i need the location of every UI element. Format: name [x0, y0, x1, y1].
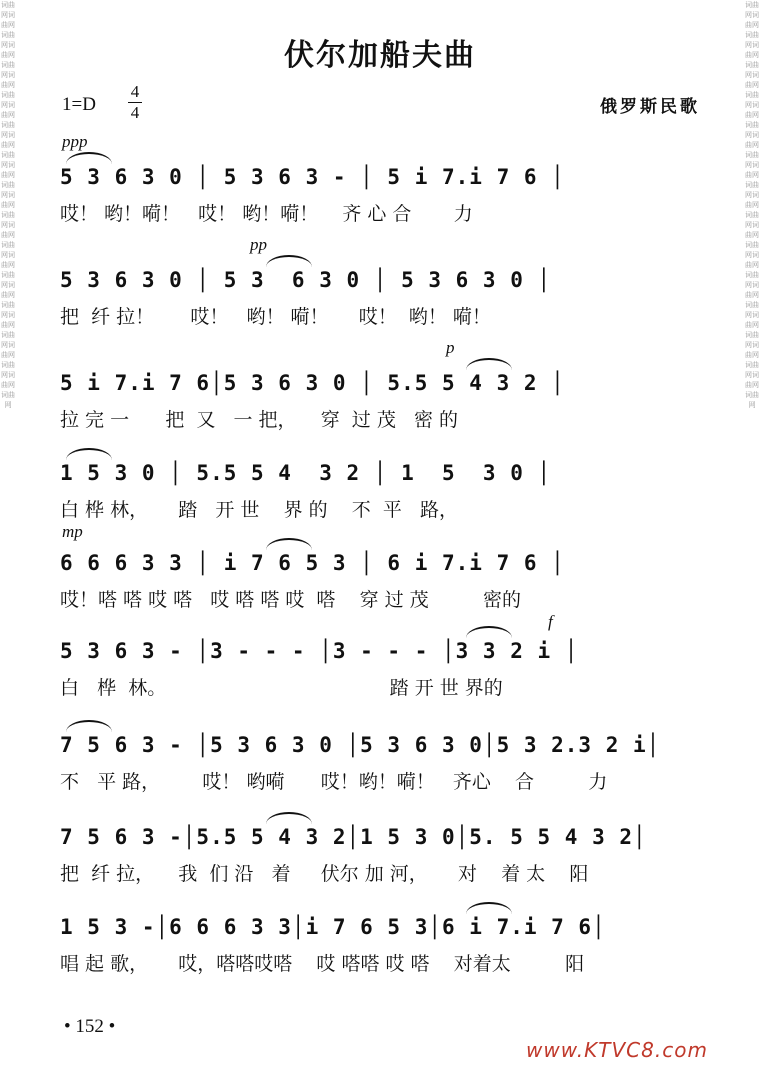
dynamic-mark: ppp	[62, 132, 88, 151]
page-number: • 152 •	[64, 1016, 116, 1037]
dynamic-mark: p	[446, 338, 455, 357]
lyric-line: 哎！ 哟！嗬！ 哎！ 哟！嗬！ 齐 心 合 力	[60, 203, 473, 225]
slur-mark	[266, 255, 312, 267]
notation-line: 7 5 6 3 - │5 3 6 3 0 │5 3 6 3 0│5 3 2.3 2 i│	[60, 733, 661, 757]
notation-line: 5 3 6 3 - │3 - - - │3 - - - │3 3 2 i │	[60, 639, 579, 663]
lyric-line: 把 纤 拉， 我 们 沿 着 伏尔 加 河， 对 着 太 阳	[60, 863, 589, 885]
time-signature	[128, 82, 142, 123]
dynamic-mark: mp	[62, 522, 83, 541]
notation-line: 1 5 3 0 │ 5.5 5 4 3 2 │ 1 5 3 0 │	[60, 461, 552, 485]
edge-watermark-left: 词曲网词曲网词曲网词曲网词曲网词曲网词曲网词曲网词曲网词曲网词曲网词曲网词曲网词曲网词曲网词曲网词曲网词曲网词曲网词曲网词曲网词曲网词曲网词曲网词曲网词曲网词曲网	[1, 1, 15, 409]
key-signature	[62, 82, 140, 122]
slur-mark	[266, 812, 312, 824]
notation-line: 5 i 7.i 7 6│5 3 6 3 0 │ 5.5 5 4 3 2 │	[60, 371, 565, 395]
site-watermark: www.KTVC8.com	[526, 1038, 708, 1062]
notation-line: 1 5 3 -│6 6 6 3 3│i 7 6 5 3│6 i 7.i 7 6│	[60, 915, 606, 939]
lyric-line: 不 平 路， 哎！ 哟嗬 哎！哟！嗬！ 齐心 合 力	[60, 771, 608, 793]
lyric-line: 白 桦 林， 踏 开 世 界 的 不 平 路，	[60, 499, 458, 521]
slur-mark	[66, 152, 112, 164]
lyric-line: 哎！嗒 嗒 哎 嗒 哎 嗒 嗒 哎 嗒 穿 过 茂 密的	[60, 589, 522, 611]
lyric-line: 把 纤 拉！ 哎！ 哟！ 嗬！ 哎！ 哟！ 嗬！	[60, 306, 491, 328]
slur-mark	[66, 448, 112, 460]
slur-mark	[466, 358, 512, 370]
notation-line: 5 3 6 3 0 │ 5 3 6 3 0 │ 5 3 6 3 0 │	[60, 268, 552, 292]
dynamic-mark: f	[548, 612, 553, 631]
time-bottom: 4	[128, 102, 142, 123]
dynamic-mark: pp	[250, 235, 267, 254]
lyric-line: 唱 起 歌， 哎，嗒嗒哎嗒 哎 嗒嗒 哎 嗒 对着太 阳	[60, 953, 585, 975]
lyric-line: 白 桦 林。 踏 开 世 界的	[60, 677, 503, 699]
song-origin: 俄罗斯民歌	[600, 97, 700, 117]
slur-mark	[66, 720, 112, 732]
edge-watermark-right: 词曲网词曲网词曲网词曲网词曲网词曲网词曲网词曲网词曲网词曲网词曲网词曲网词曲网词曲网词曲网词曲网词曲网词曲网词曲网词曲网词曲网词曲网词曲网词曲网词曲网词曲网词曲网	[745, 1, 759, 409]
slur-mark	[466, 902, 512, 914]
notation-line: 7 5 6 3 -│5.5 5 4 3 2│1 5 3 0│5. 5 5 4 3 2│	[60, 825, 647, 849]
slur-mark	[466, 626, 512, 638]
time-top: 4	[130, 82, 140, 101]
key-label: 1=D	[62, 94, 96, 115]
slur-mark	[266, 538, 312, 550]
notation-line: 6 6 6 3 3 │ i 7 6 5 3 │ 6 i 7.i 7 6 │	[60, 551, 565, 575]
lyric-line: 拉 完 一 把 又 一 把， 穿 过 茂 密 的	[60, 409, 458, 431]
notation-line: 5 3 6 3 0 │ 5 3 6 3 - │ 5 i 7.i 7 6 │	[60, 165, 565, 189]
song-title: 伏尔加船夫曲	[284, 38, 476, 73]
